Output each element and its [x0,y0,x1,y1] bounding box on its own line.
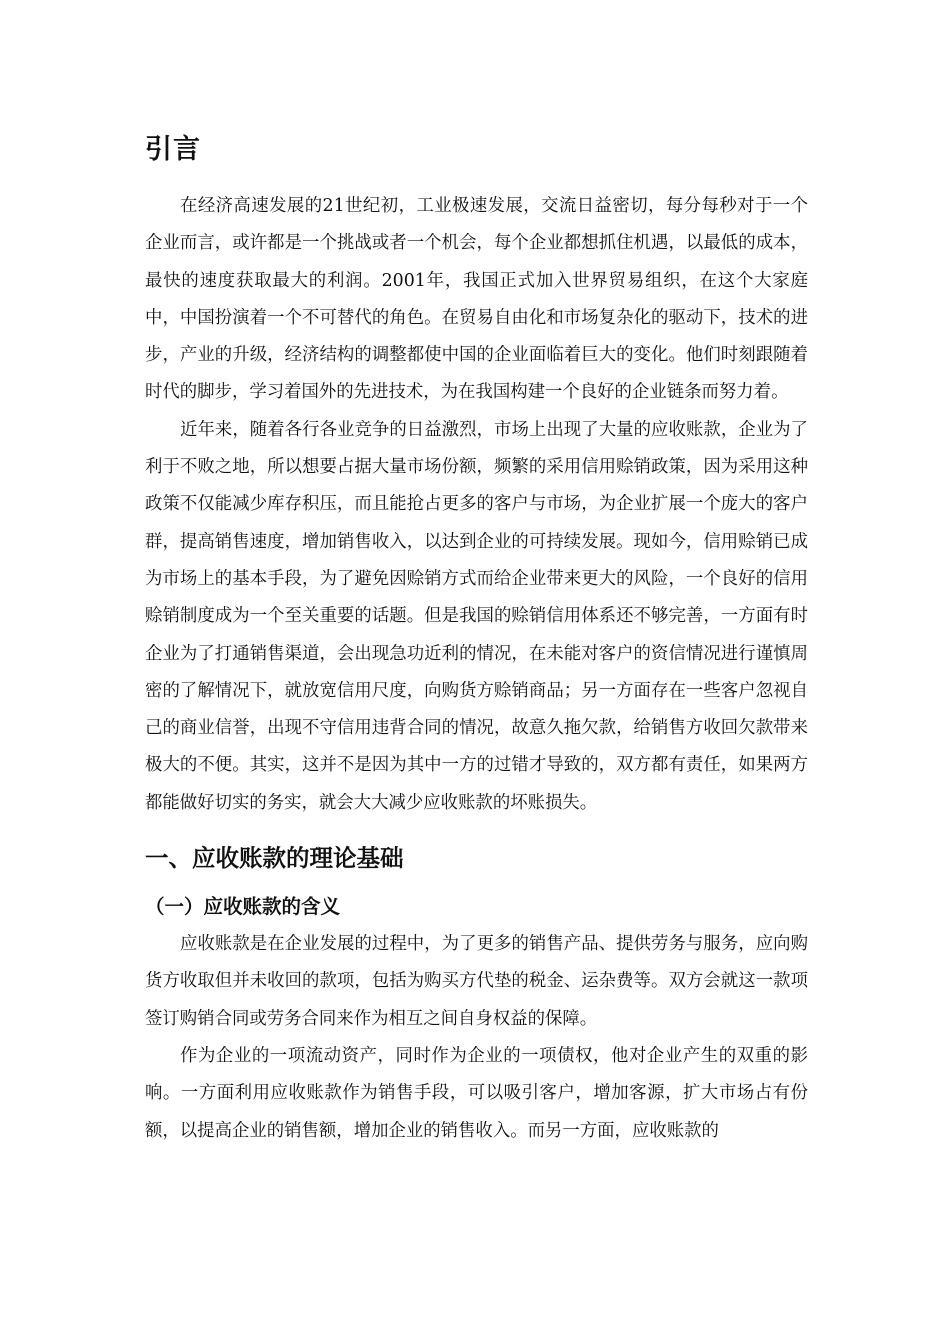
intro-paragraph-1: 在经济高速发展的21世纪初，工业极速发展，交流日益密切，每分每秒对于一个企业而言，或许都是一个挑战或者一个机会，每个企业都想抓住机遇，以最低的成本，最快的速度获取最大的利润。2001年，我国正式加入世界贸易组织，在这个大家庭中，中国扮演着一个不可替代的角色。在贸易自由化和市场复杂化的驱动下，技术的进步，产业的升级，经济结构的调整都使中国的企业面临着巨大的变化。他们时刻跟随着时代的脚步，学习着国外的先进技术，为在我国构建一个良好的企业链条而努力着。 [145,196,808,403]
intro-paragraph-2: 近年来，随着各行各业竞争的日益激烈，市场上出现了大量的应收账款，企业为了利于不败之地，所以想要占据大量市场份额，频繁的采用信用赊销政策，因为采用这种政策不仅能减少库存积压，而且能抢占更多的客户与市场，为企业扩展一个庞大的客户群，提高销售速度，增加销售收入，以达到企业的可持续发展。现如今，信用赊销已成为市场上的基本手段，为了避免因赊销方式而给企业带来更大的风险，一个良好的信用赊销制度成为一个至关重要的话题。但是我国的赊销信用体系还不够完善，一方面有时企业为了打通销售渠道，会出现急功近利的情况，在未能对客户的资信情况进行谨慎周密的了解情况下，就放宽信用尺度，向购货方赊销商品；另一方面存在一些客户忽视自己的商业信誉，出现不守信用违背合同的情况，故意久拖欠款，给销售方收回欠款带来极大的不便。其实，这并不是因为其中一方的过错才导致的，双方都有责任，如果两方都能做好切实的务实，就会大大减少应收账款的坏账损失。 [145,419,808,813]
intro-heading: 引言 [145,134,201,165]
section-heading: 一、应收账款的理论基础 [145,844,404,873]
subsection-heading: （一）应收账款的含义 [145,895,341,919]
subsection-paragraph-1: 应收账款是在企业发展的过程中，为了更多的销售产品、提供劳务与服务，应向购货方收取但并未收回的款项，包括为购买方代垫的税金、运杂费等。双方会就这一款项签订购销合同或劳务合同来作为相互之间自身权益的保障。 [145,934,808,1029]
document-body [145,128,808,1150]
subsection-paragraph-2: 作为企业的一项流动资产，同时作为企业的一项债权，他对企业产生的双重的影响。一方面利用应收账款作为销售手段，可以吸引客户，增加客源，扩大市场占有份额，以提高企业的销售额，增加企业的销售收入。而另一方面，应收账款的 [145,1045,808,1141]
